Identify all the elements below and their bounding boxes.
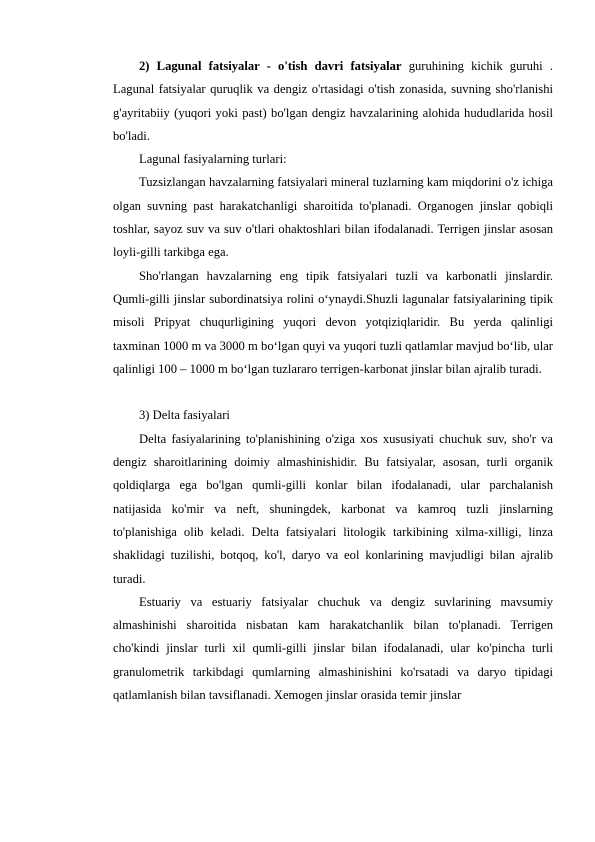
lagunal-intro-paragraph [113, 55, 553, 148]
delta-paragraph: Delta fasiyalarining to'planishining o'ziga xos xususiyati chuchuk suv, sho'r va dengiz sharoitlarining doimiy almashinishidir. Bu fatsiyalar, asosan, turli organik qoldiqlarga ega bo'lgan qumli-gilli konlar bilan ifodalanadi, ular parchalanish natijasida ko'mir va neft, shuningdek, karbonat va kamroq tuzli jinslarning to'planishiga olib keladi. Delta fatsiyalari litologik tarkibining xilma-xilligi, linza shaklidagi tuzilishi, botqoq, ko'l, daryo va eol konlarining mavjudligi bilan ajralib turadi. [113, 431, 553, 586]
lagunal-intro-text: guruhining kichik guruhi . Lagunal fatsiyalar quruqlik va dengiz o'rtasidagi o'tish zonasida, suvning sho'rlanishi g'ayritabiiy (yuqori yoki past) bo'lgan dengiz havzalarining alohida hududlarida hosil bo'ladi. [113, 59, 553, 143]
lagunal-heading: 2) Lagunal fatsiyalar - o'tish davri fatsiyalar [139, 59, 402, 73]
paragraph-spacer [113, 381, 553, 404]
lagunal-paragraph-desalinated: Tuzsizlangan havzalarning fatsiyalari mineral tuzlarning kam miqdorini o'z ichiga olgan suvning past harakatchanligi sharoitida to'planadi. Organogen jinslar qobiqli toshlar, sayoz suv va suv o'tlari ohaktoshlari bilan ifodalanadi. Terrigen jinslar asosan loyli-gilli tarkibga ega. [113, 175, 553, 260]
lagunal-types-title: Lagunal fasiyalarning turlari: [139, 152, 287, 167]
lagunal-paragraph-salinated: Sho'rlangan havzalarning eng tipik fatsiyalari tuzli va karbonatli jinslardir. Qumli-gilli jinslar subordinatsiya rolini o‘ynaydi.Shuzli lagunalar fatsiyalarining tipik misoli Pripyat chuqurligining yuqori devon yotqiziqlaridir. Bu yerda qalinligi taxminan 1000 m va 3000 m bo‘lgan quyi va yuqori tuzli qatlamlar mavjud bo‘lib, ular qalinligi 100 – 1000 m bo‘lgan tuzlararo terrigen-karbonat jinslar bilan ajralib turadi. [113, 268, 553, 376]
delta-heading: 3) Delta fasiyalari [139, 408, 230, 423]
estuary-paragraph: Estuariy va estuariy fatsiyalar chuchuk va dengiz suvlarining mavsumiy almashinishi sharoitida nisbatan kam harakatchanlik bilan to'planadi. Terrigen cho'kindi jinslar turli xil qumli-gilli jinslar bilan ifodalanadi, ular ko'pincha turli granulometrik tarkibdagi qumlarning almashinishini ko'rsatadi va daryo tipidagi qatlamlanish bilan tavsiflanadi. Xemogen jinslar orasida temir jinslar [113, 594, 553, 703]
document-body [113, 55, 553, 707]
